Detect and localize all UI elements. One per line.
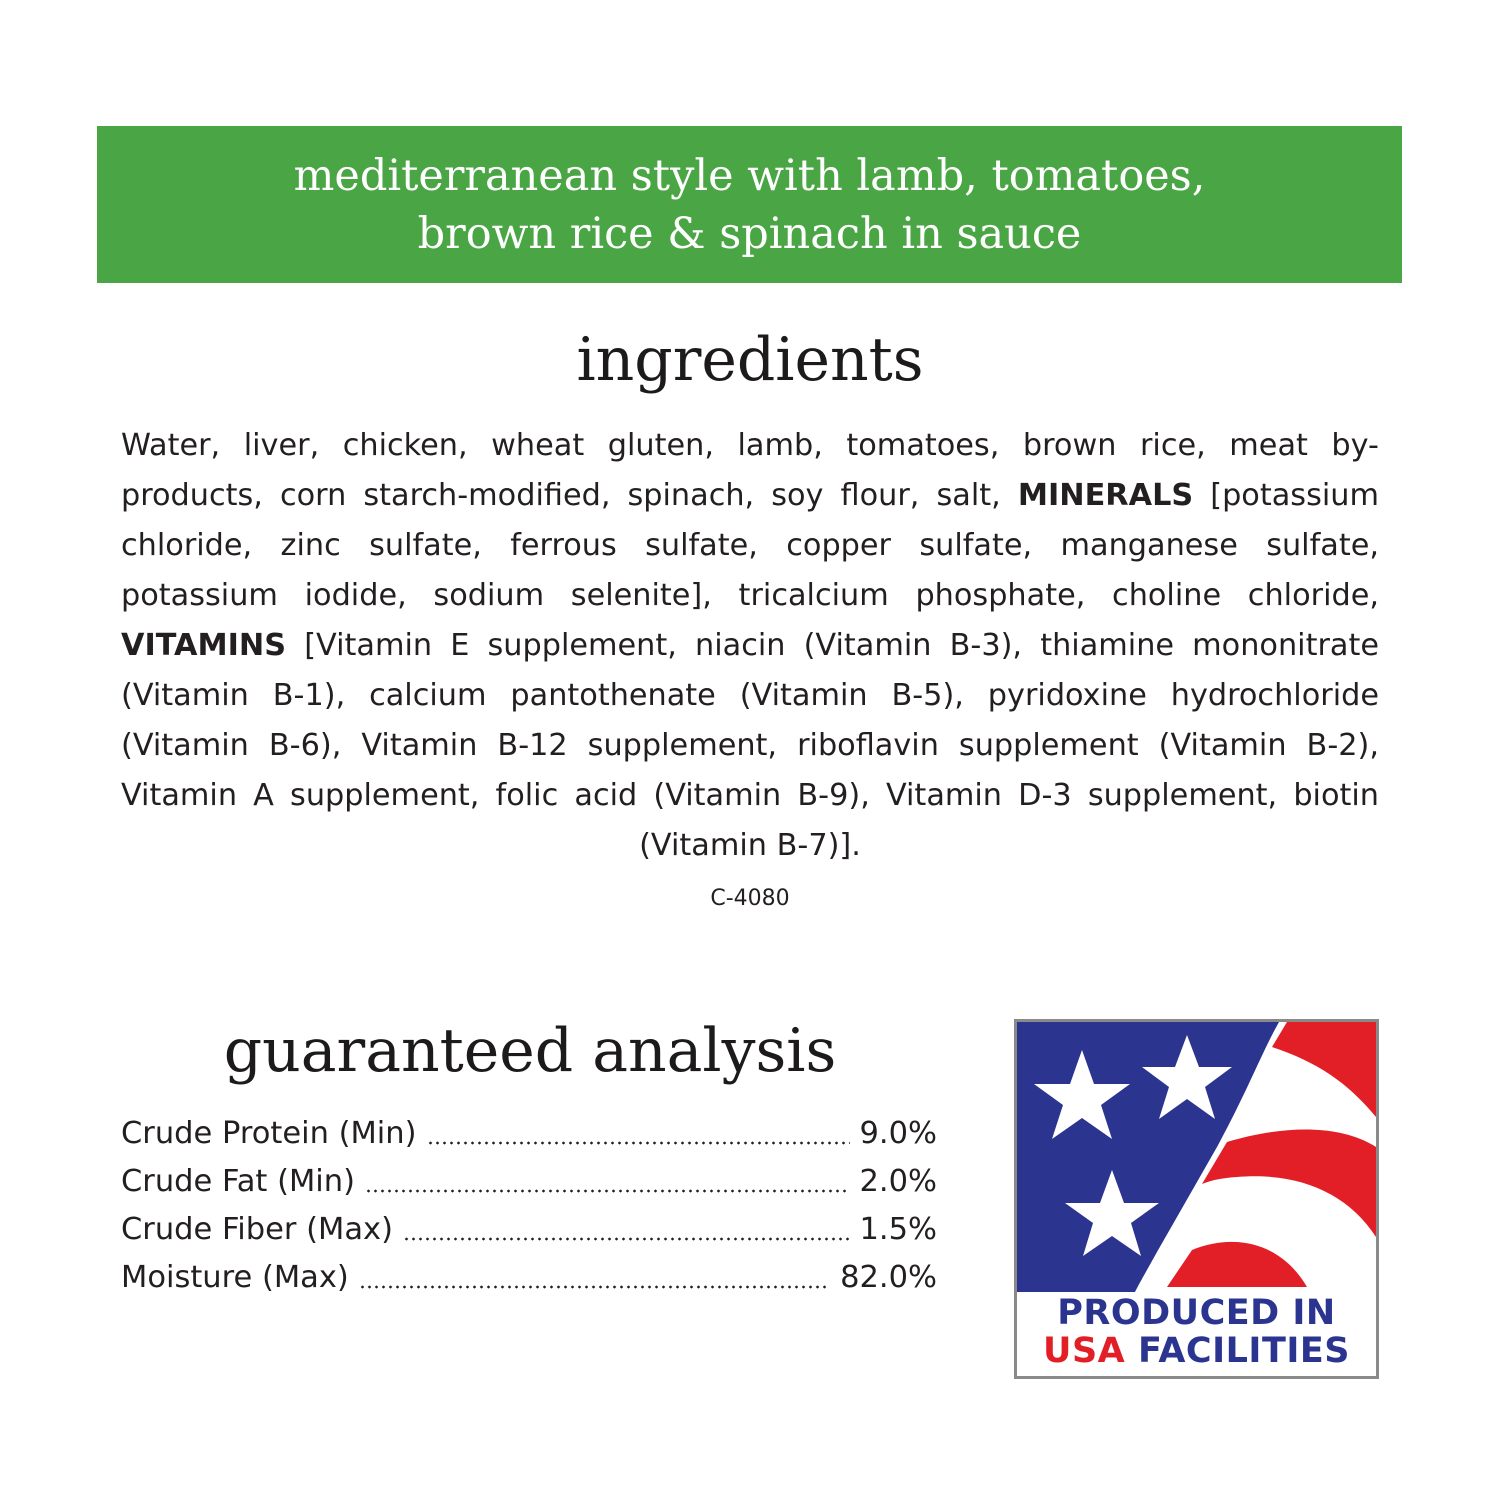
ingredients-list (121, 421, 1379, 871)
analysis-value: 9.0% (859, 1116, 937, 1151)
analysis-value: 2.0% (859, 1164, 937, 1199)
analysis-label: Crude Fiber (Max) (121, 1212, 393, 1247)
minerals-label: MINERALS (1017, 478, 1194, 513)
ingredients-text-part-1: Water, liver, chicken, wheat gluten, lamb, tomatoes, brown rice, meat by-products, corn starch-modified, spinach, soy flour, salt, (121, 428, 1379, 513)
badge-text (1017, 1294, 1376, 1370)
guaranteed-analysis-table (121, 1110, 937, 1302)
product-title-banner (97, 126, 1402, 283)
product-title-line-2: brown rice & spinach in sauce (417, 208, 1082, 259)
badge-usa-text: USA (1043, 1331, 1126, 1371)
analysis-row-fat (121, 1158, 937, 1206)
ingredients-heading: ingredients (576, 325, 924, 395)
badge-line-1: PRODUCED IN (1057, 1293, 1336, 1333)
analysis-label: Crude Fat (Min) (121, 1164, 355, 1199)
ingredients-text-part-2: [potassium chloride, zinc sulfate, ferrous sulfate, copper sulfate, manganese sulfate, potassium iodide, sodium selenite], tricalcium phosphate, choline chloride, (121, 478, 1379, 613)
analysis-value: 82.0% (840, 1260, 937, 1295)
analysis-label: Crude Protein (Min) (121, 1116, 417, 1151)
vitamins-label: VITAMINS (121, 628, 287, 663)
formula-code: C-4080 (710, 886, 790, 911)
product-title-line-1: mediterranean style with lamb, tomatoes, (293, 150, 1206, 201)
guaranteed-analysis-heading: guaranteed analysis (223, 1016, 837, 1086)
usa-flag-icon (1017, 1022, 1376, 1292)
leader-dots (365, 1188, 850, 1194)
analysis-row-fiber (121, 1206, 937, 1254)
badge-facilities-text: FACILITIES (1137, 1331, 1350, 1371)
ingredients-text-part-3: [Vitamin E supplement, niacin (Vitamin B-3), thiamine mononitrate (Vitamin B-1), calcium pantothenate (Vitamin B-5), pyridoxine hydrochloride (Vitamin B-6), Vitamin B-12 supplement, riboflavin supplement (Vitamin B-2), Vitamin A supplement, folic acid (Vitamin B-9), Vitamin D-3 supplement, biotin (Vitamin B-7)]. (121, 628, 1379, 863)
analysis-label: Moisture (Max) (121, 1260, 349, 1295)
leader-dots (403, 1236, 850, 1242)
analysis-row-protein (121, 1110, 937, 1158)
analysis-value: 1.5% (859, 1212, 937, 1247)
analysis-row-moisture (121, 1254, 937, 1302)
leader-dots (427, 1140, 850, 1146)
leader-dots (359, 1284, 830, 1290)
produced-in-usa-badge (1014, 1019, 1379, 1379)
badge-line-2 (1017, 1332, 1376, 1370)
